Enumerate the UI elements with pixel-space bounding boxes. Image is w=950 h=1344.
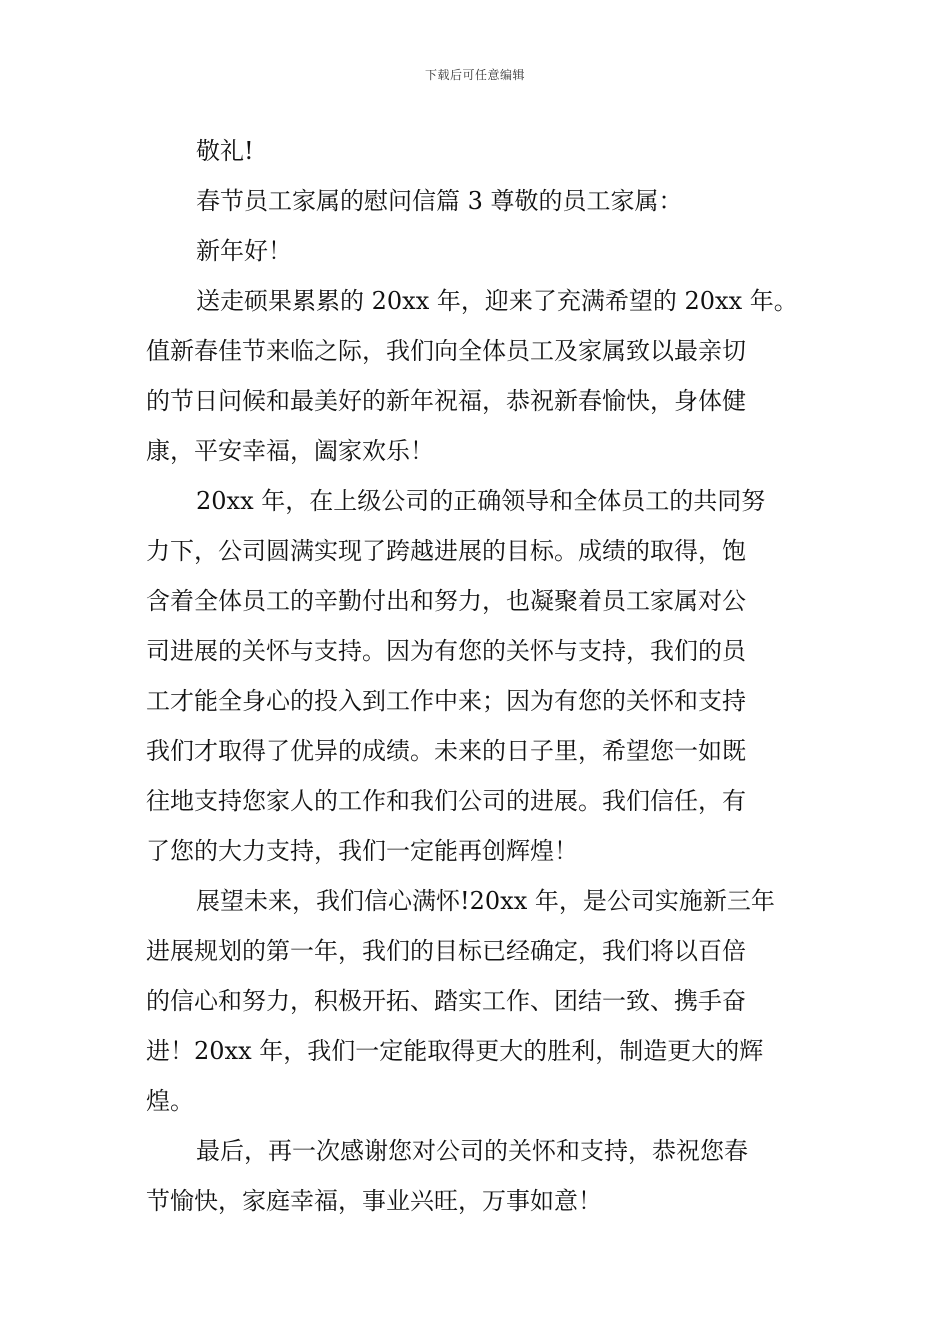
text-line: 往地支持您家人的工作和我们公司的进展。我们信任，有 <box>146 787 746 815</box>
text-line: 敬礼! <box>196 137 254 165</box>
text-line: 司进展的关怀与支持。因为有您的关怀与支持，我们的员 <box>146 637 746 665</box>
text-line: 我们才取得了优异的成绩。未来的日子里，希望您一如既 <box>146 737 746 765</box>
text-line: 工才能全身心的投入到工作中来；因为有您的关怀和支持 <box>146 687 746 715</box>
text-line: 力下，公司圆满实现了跨越进展的目标。成绩的取得，饱 <box>146 537 746 565</box>
text-line: 进展规划的第一年，我们的目标已经确定，我们将以百倍 <box>146 937 746 965</box>
text-line: 送走硕果累累的 20xx 年，迎来了充满希望的 20xx 年。 <box>196 287 798 315</box>
text-line: 值新春佳节来临之际，我们向全体员工及家属致以最亲切 <box>146 337 746 365</box>
text-line: 含着全体员工的辛勤付出和努力，也凝聚着员工家属对公 <box>146 587 746 615</box>
text-line: 20xx 年，在上级公司的正确领导和全体员工的共同努 <box>196 487 766 515</box>
header-note: 下载后可任意编辑 <box>424 68 525 82</box>
text-line: 煌。 <box>146 1087 194 1115</box>
text-line: 新年好！ <box>196 237 292 265</box>
text-line: 最后，再一次感谢您对公司的关怀和支持，恭祝您春 <box>196 1137 748 1165</box>
text-line: 的节日问候和最美好的新年祝福，恭祝新春愉快，身体健 <box>146 387 746 415</box>
text-line: 节愉快，家庭幸福，事业兴旺，万事如意！ <box>146 1187 602 1215</box>
text-line: 康，平安幸福，阖家欢乐！ <box>146 437 434 465</box>
text-line: 了您的大力支持，我们一定能再创辉煌！ <box>146 837 578 865</box>
text-line: 春节员工家属的慰问信篇 3 尊敬的员工家属： <box>196 187 683 215</box>
document-body <box>146 126 806 1226</box>
text-line: 进！20xx 年，我们一定能取得更大的胜利，制造更大的辉 <box>146 1037 764 1065</box>
text-line: 的信心和努力，积极开拓、踏实工作、团结一致、携手奋 <box>146 987 746 1015</box>
text-line: 展望未来，我们信心满怀!20xx 年，是公司实施新三年 <box>196 887 775 915</box>
